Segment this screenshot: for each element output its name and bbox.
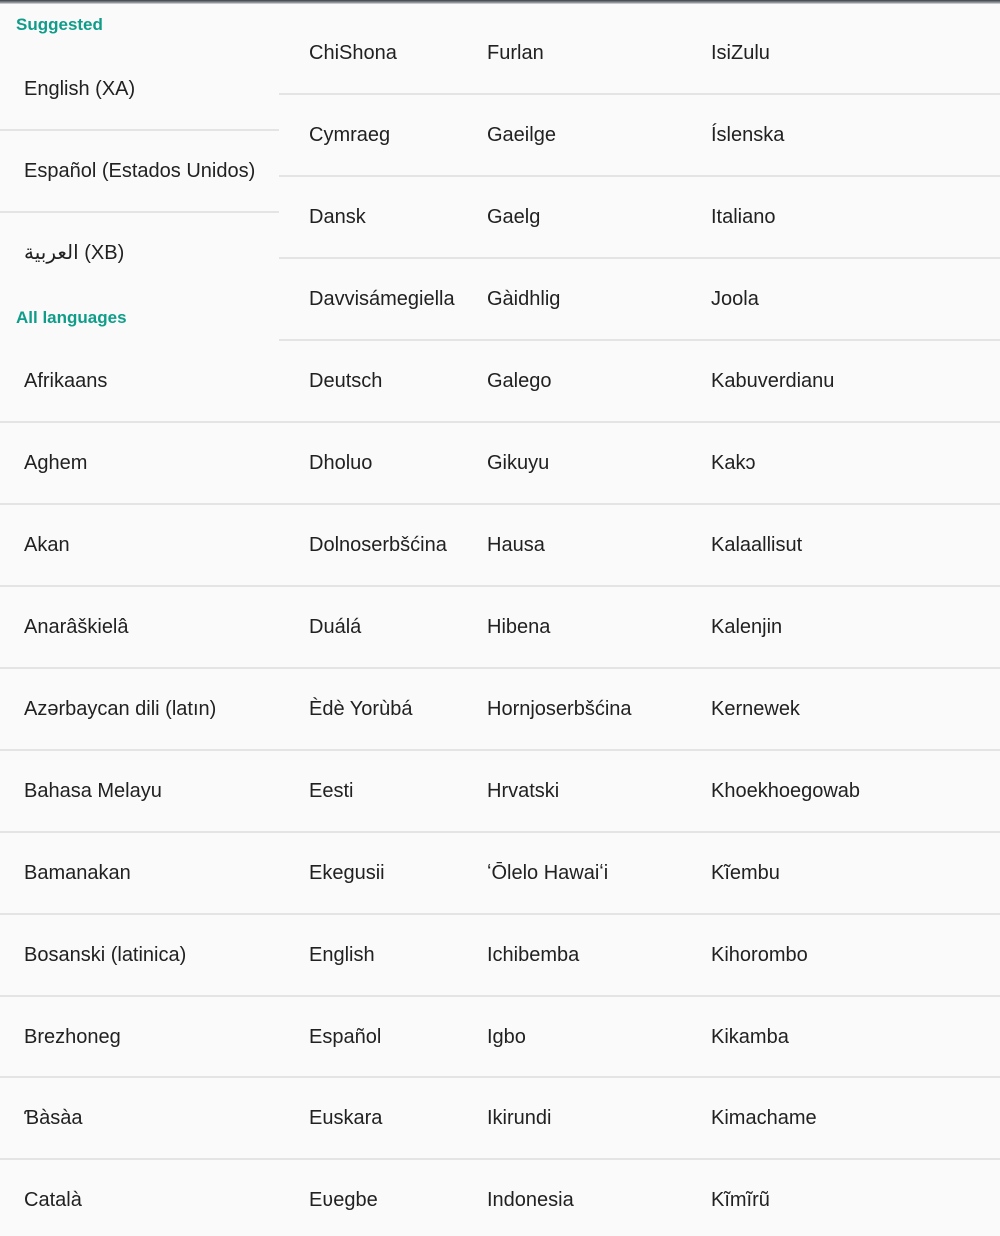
row-divider — [279, 93, 1000, 95]
language-item[interactable]: Bosanski (latinica) — [24, 944, 187, 966]
language-item[interactable]: Hibena — [487, 616, 551, 638]
language-item[interactable]: Kakɔ — [711, 452, 756, 474]
language-item[interactable]: Ikirundi — [487, 1107, 552, 1129]
row-divider — [0, 585, 1000, 587]
language-item[interactable]: Euskara — [309, 1107, 383, 1129]
language-item[interactable]: Kalenjin — [711, 616, 783, 638]
language-item[interactable]: Afrikaans — [24, 370, 108, 392]
top-edge-shadow — [0, 0, 1000, 4]
row-divider — [0, 749, 1000, 751]
language-item[interactable]: Ɓàsàa — [24, 1107, 83, 1129]
language-item[interactable]: Igbo — [487, 1026, 526, 1048]
row-divider — [0, 913, 1000, 915]
row-divider — [279, 257, 1000, 259]
language-item[interactable]: Kalaallisut — [711, 534, 803, 556]
language-item[interactable]: Ichibemba — [487, 944, 580, 966]
row-divider — [279, 175, 1000, 177]
language-item[interactable]: Indonesia — [487, 1189, 574, 1211]
language-item[interactable]: Kĩembu — [711, 862, 780, 884]
row-divider — [0, 211, 279, 213]
suggested-header: Suggested — [16, 15, 103, 34]
row-divider — [279, 339, 1000, 341]
language-item[interactable]: Gaelg — [487, 206, 541, 228]
language-item[interactable]: Dholuo — [309, 452, 373, 474]
language-item[interactable]: Eesti — [309, 780, 354, 802]
language-item[interactable]: Kabuverdianu — [711, 370, 835, 392]
row-divider — [0, 421, 1000, 423]
language-item[interactable]: Gàidhlig — [487, 288, 561, 310]
row-divider — [0, 831, 1000, 833]
row-divider — [0, 667, 1000, 669]
language-item[interactable]: Cymraeg — [309, 124, 391, 146]
language-item[interactable]: Español — [309, 1026, 382, 1048]
language-item[interactable]: Gaeilge — [487, 124, 556, 146]
language-item[interactable]: Español (Estados Unidos) — [24, 160, 256, 182]
language-item[interactable]: English — [309, 944, 375, 966]
language-item[interactable]: Italiano — [711, 206, 776, 228]
language-item[interactable]: Dansk — [309, 206, 366, 228]
language-item[interactable]: Kĩmĩrũ — [711, 1189, 770, 1211]
row-divider — [0, 129, 279, 131]
language-item[interactable]: Kimachame — [711, 1107, 817, 1129]
language-item[interactable]: Joola — [711, 288, 759, 310]
row-divider — [0, 995, 1000, 997]
language-item[interactable]: ʻŌlelo Hawaiʻi — [487, 862, 609, 884]
language-item[interactable]: ChiShona — [309, 42, 397, 64]
language-item[interactable]: Brezhoneg — [24, 1026, 121, 1048]
language-item[interactable]: Azərbaycan dili (latın) — [24, 698, 217, 720]
language-item[interactable]: Duálá — [309, 616, 362, 638]
language-item[interactable]: Kikamba — [711, 1026, 789, 1048]
language-item[interactable]: English (XA) — [24, 78, 136, 100]
language-item[interactable]: Gikuyu — [487, 452, 550, 474]
language-item[interactable]: Davvisámegiella — [309, 288, 455, 310]
row-divider — [0, 1076, 1000, 1078]
language-item[interactable]: Furlan — [487, 42, 544, 64]
language-item[interactable]: Anarâškielâ — [24, 616, 129, 638]
language-item[interactable]: Khoekhoegowab — [711, 780, 861, 802]
language-item[interactable]: Íslenska — [711, 124, 785, 146]
row-divider — [0, 1158, 1000, 1160]
language-item[interactable]: Galego — [487, 370, 552, 392]
language-item[interactable]: Hornjoserbšćina — [487, 698, 632, 720]
language-item[interactable]: Deutsch — [309, 370, 383, 392]
all-languages-header: All languages — [16, 308, 127, 327]
language-item[interactable]: Kihorombo — [711, 944, 808, 966]
language-item[interactable]: Hrvatski — [487, 780, 560, 802]
language-item[interactable]: Bahasa Melayu — [24, 780, 162, 802]
language-item[interactable]: Ekegusii — [309, 862, 385, 884]
language-item[interactable]: العربية (XB) — [24, 242, 125, 264]
language-item[interactable]: Hausa — [487, 534, 545, 556]
language-item[interactable]: Akan — [24, 534, 70, 556]
row-divider — [0, 503, 1000, 505]
language-item[interactable]: Eʋegbe — [309, 1189, 378, 1211]
language-item[interactable]: Aghem — [24, 452, 88, 474]
language-item[interactable]: Dolnoserbšćina — [309, 534, 447, 556]
language-item[interactable]: Kernewek — [711, 698, 800, 720]
language-item[interactable]: Bamanakan — [24, 862, 131, 884]
language-item[interactable]: Èdè Yorùbá — [309, 698, 413, 720]
language-item[interactable]: IsiZulu — [711, 42, 770, 64]
language-item[interactable]: Català — [24, 1189, 82, 1211]
